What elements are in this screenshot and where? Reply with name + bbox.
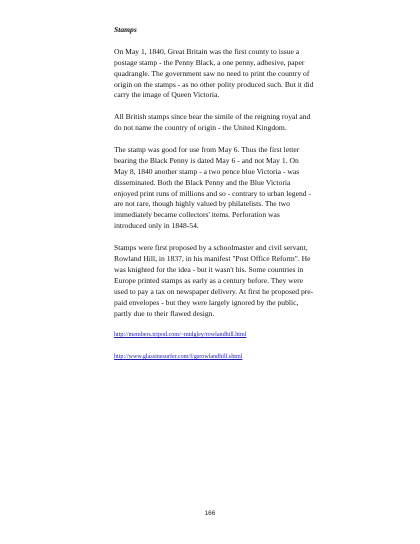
section-heading: Stamps — [114, 25, 137, 34]
paragraph-rowland-hill: Stamps were first proposed by a schoolmaster and civil servant, Rowland Hill, in 1837, in his manifest "Post Office Reform". He was knighted for the idea - but it wasn't his. Some countries in Europe printed stamps as early as a century before. They were used to pay a tax on newspaper delivery. At first he proposed pre-paid envelopes - but they were largely ignored by the public, partly due to their flawed design. — [114, 243, 314, 318]
page-number: 166 — [204, 510, 216, 517]
paragraph-blue-victoria: The stamp was good for use from May 6. Thus the first letter bearing the Black Penny is dated May 6 - and not May 1. On May 8, 1840 another stamp - a two pence blue Victoria - was disseminated. Both the Black Penny and the Blue Victoria enjoyed print runs of millions and so - contrary to urban legend - are not rare, though highly valued by philatelists. The two immediately became collectors' items. Perforation was introduced only in 1848-54. — [114, 144, 311, 231]
link-glassinesurfer-rowland-hill[interactable]: http://www.glassinesurfer.com/f/gsrowlandhill.shtml — [114, 354, 243, 361]
paragraph-british-stamps: All British stamps since bear the simile of the reigning royal and do not name the country of origin - the United Kingdom. — [114, 112, 311, 133]
link-tripod-rowland-hill[interactable]: http://members.tripod.com/~midgley/rowlandhill.html — [114, 332, 247, 339]
paragraph-penny-black: On May 1, 1840, Great Britain was the first county to issue a postage stamp - the Penny Black, a one penny, adhesive, paper quadrangle. The government saw no need to print the country of origin on the stamps - as no other polity produced such. But it did carry the image of Queen Victoria. — [114, 46, 314, 100]
page-content — [114, 25, 314, 374]
